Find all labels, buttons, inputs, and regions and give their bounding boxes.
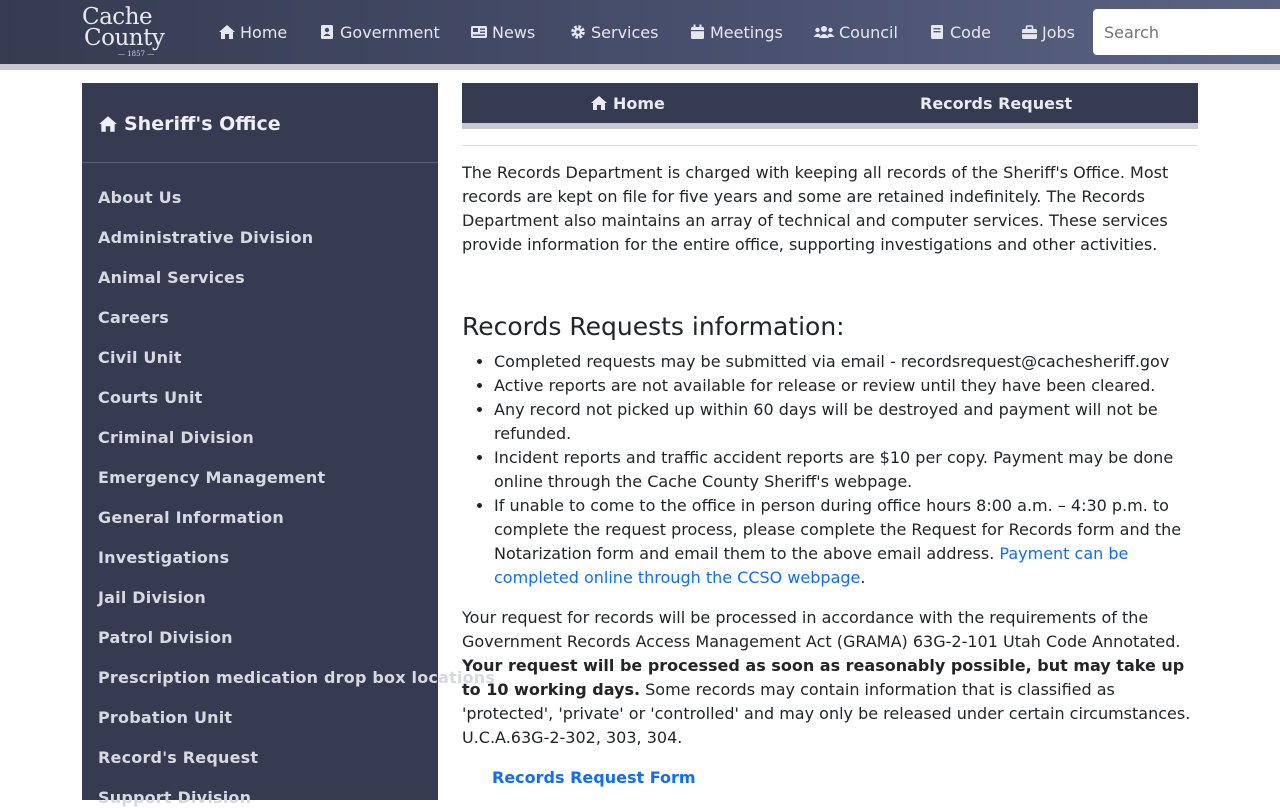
nav-services[interactable]	[569, 20, 658, 44]
section-tabs	[462, 83, 1198, 123]
intro-paragraph: The Records Department is charged with keeping all records of the Sheriff's Office. Most records are kept on file for five years and some are retained indefinitely. The Records Department also maintains an array of technical and computer services. These services provide information for the entire office, supporting investigations and other activities.	[462, 163, 1169, 254]
nav-home[interactable]	[218, 20, 287, 44]
tab-records-request-label: Records Request	[920, 93, 1073, 113]
list-item: • Active reports are not available for release or review until they have been cleared.	[494, 374, 1192, 398]
home-icon	[218, 24, 236, 40]
grama-bold-notice: Your request will be processed as soon as reasonably possible, but may take up to 10 working days.	[462, 656, 1185, 699]
sidebar-item-courts-unit[interactable]: Courts Unit	[98, 388, 203, 407]
sidebar-item-civil-unit[interactable]: Civil Unit	[98, 348, 182, 367]
content-divider	[462, 145, 1198, 146]
nav-jobs[interactable]	[1020, 20, 1075, 44]
nav-council[interactable]	[813, 20, 898, 44]
payment-period: .	[860, 568, 866, 587]
list-item	[494, 494, 1192, 590]
sidebar-item-probation-unit[interactable]: Probation Unit	[98, 708, 233, 727]
grama-text-a: Your request for records will be processed in accordance with the requirements of the Government Records Access Management Act (GRAMA) 63G-2-101 Utah Code Annotated.	[462, 608, 1181, 651]
sidebar-title[interactable]	[98, 113, 281, 135]
tab-home[interactable]	[590, 83, 665, 123]
nav-council-label: Council	[839, 22, 898, 42]
sidebar-item-animal-services[interactable]: Animal Services	[98, 268, 245, 287]
sidebar-item-administrative-division[interactable]: Administrative Division	[98, 228, 314, 247]
calendar-icon	[688, 24, 706, 40]
top-navbar	[0, 0, 1280, 64]
tab-home-label: Home	[613, 93, 665, 113]
briefcase-icon	[1020, 24, 1038, 40]
sidebar-divider	[82, 162, 438, 163]
payment-online-link[interactable]: Payment can be completed online through the CCSO webpage	[494, 544, 1129, 587]
home-icon	[590, 95, 608, 111]
nav-meetings-label: Meetings	[710, 22, 783, 42]
sidebar-item-prescription-drop-box[interactable]: Prescription medication drop box locations	[98, 668, 496, 687]
sidebar-item-support-division[interactable]: Support Division	[98, 788, 252, 807]
contact-book-icon	[318, 24, 336, 40]
nav-government-label: Government	[340, 22, 440, 42]
grama-paragraph	[462, 606, 1194, 750]
list-item: • Any record not picked up within 60 days will be destroyed and payment will not be refunded.	[494, 398, 1192, 446]
home-icon	[98, 115, 118, 133]
logo-year: — 1857 —	[118, 50, 155, 58]
tab-records-request[interactable]	[920, 83, 1072, 123]
sidebar-item-patrol-division[interactable]: Patrol Division	[98, 628, 233, 647]
book-icon	[928, 24, 946, 40]
records-requests-heading: Records Requests information:	[462, 312, 845, 341]
sidebar-item-about-us[interactable]: About Us	[98, 188, 182, 207]
records-request-form-link[interactable]: Records Request Form	[492, 768, 696, 787]
nav-jobs-label: Jobs	[1042, 22, 1075, 42]
gear-icon	[569, 24, 587, 40]
list-item-text: If unable to come to the office in person during office hours 8:00 a.m. – 4:30 p.m. to complete the request process, please complete the Request for Records form and the Notarization form and email them to the above email address.	[494, 496, 1182, 563]
nav-code[interactable]	[928, 20, 991, 44]
sidebar-item-criminal-division[interactable]: Criminal Division	[98, 428, 254, 447]
nav-news[interactable]	[470, 20, 535, 44]
records-info-list	[462, 350, 1192, 590]
nav-services-label: Services	[591, 22, 659, 42]
sidebar	[82, 83, 496, 807]
sidebar-item-records-request[interactable]: Record's Request	[98, 748, 259, 767]
search-input[interactable]	[1093, 9, 1280, 55]
list-item: • Incident reports and traffic accident reports are $10 per copy. Payment may be done online through the Cache County Sheriff's webpage.	[494, 446, 1192, 494]
newspaper-icon	[470, 24, 488, 40]
grama-text-b: Some records may contain information that is classified as 'protected', 'private' or 'controlled' and may only be released under certain circumstances. U.C.A.63G-2-302, 303, 304.	[462, 680, 1191, 747]
list-item: • Completed requests may be submitted via email - recordsrequest@cachesheriff.gov	[494, 350, 1192, 374]
sidebar-item-jail-division[interactable]: Jail Division	[98, 588, 206, 607]
sidebar-title-label: Sheriff's Office	[124, 113, 281, 135]
sidebar-item-investigations[interactable]: Investigations	[98, 548, 230, 567]
users-icon	[813, 24, 835, 40]
nav-news-label: News	[492, 22, 536, 42]
sidebar-item-careers[interactable]: Careers	[98, 308, 169, 327]
sidebar-item-general-information[interactable]: General Information	[98, 508, 284, 527]
logo-line-1: Cache	[82, 4, 153, 30]
nav-meetings[interactable]	[688, 20, 783, 44]
nav-government[interactable]	[318, 20, 440, 44]
sidebar-item-emergency-management[interactable]: Emergency Management	[98, 468, 326, 487]
nav-code-label: Code	[950, 22, 991, 42]
logo-line-2: County	[84, 25, 165, 51]
nav-home-label: Home	[240, 22, 288, 42]
navbar-divider	[0, 64, 1280, 70]
tabs-underline	[462, 123, 1198, 129]
cache-county-logo[interactable]	[82, 6, 182, 58]
